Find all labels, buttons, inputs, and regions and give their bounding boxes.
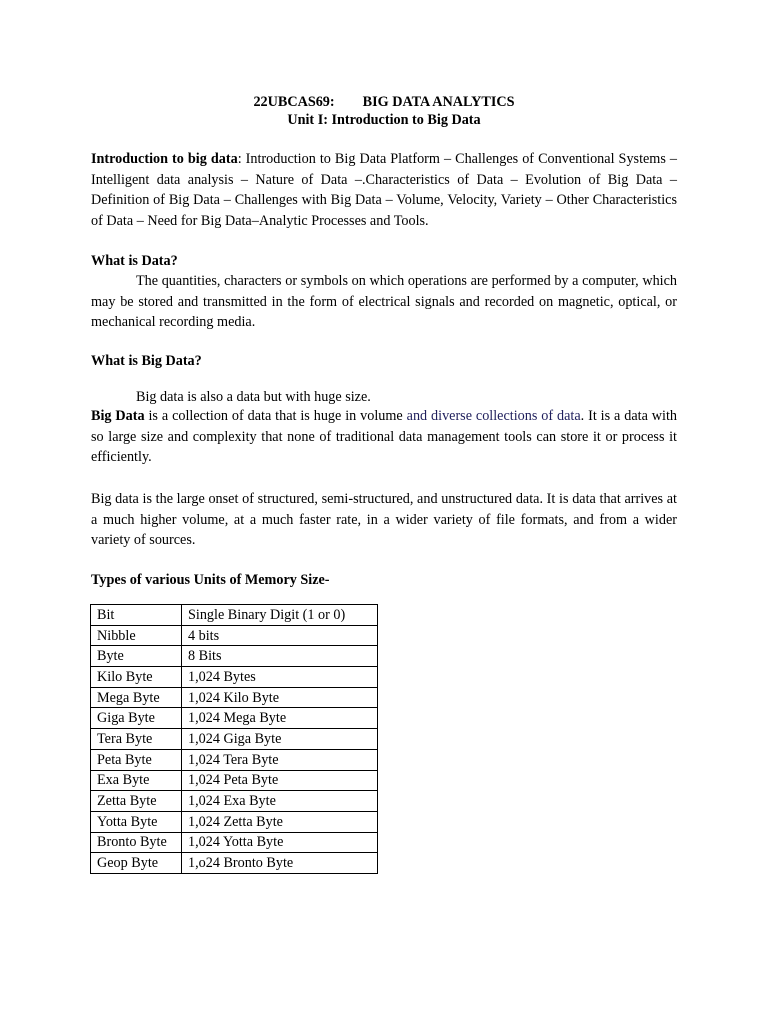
unit-size-cell: Single Binary Digit (1 or 0) <box>182 605 378 626</box>
table-row <box>91 708 378 729</box>
table-row <box>91 832 378 853</box>
big-data-line: Big data is also a data but with huge size. <box>136 389 371 405</box>
table-row <box>91 791 378 812</box>
big-data-definition <box>91 406 677 468</box>
unit-name-cell: Yotta Byte <box>91 811 182 832</box>
units-heading: Types of various Units of Memory Size- <box>91 572 330 588</box>
unit-size-cell: 1,024 Giga Byte <box>182 729 378 750</box>
unit-size-cell: 1,024 Zetta Byte <box>182 811 378 832</box>
what-is-big-data-heading: What is Big Data? <box>91 353 202 369</box>
unit-size-cell: 1,024 Yotta Byte <box>182 832 378 853</box>
unit-name-cell: Bronto Byte <box>91 832 182 853</box>
intro-body: : Introduction to Big Data Platform – Challenges of Conventional Systems – Intelligent data analysis – Nature of Data –.Characteristics of Data – Evolution of Big Data – Definition of Big Data – Challenges with Big Data – Volume, Velocity, Variety – Other Characteristics of Data – Need for Big Data–Analytic Processes and Tools. <box>91 151 677 229</box>
what-is-data-paragraph: The quantities, characters or symbols on which operations are performed by a computer, which may be stored and transmitted in the form of electrical signals and recorded on magnetic, optical, or mechanical recording media. <box>91 273 677 330</box>
unit-size-cell: 8 Bits <box>182 646 378 667</box>
unit-name-cell: Geop Byte <box>91 853 182 874</box>
unit-name-cell: Zetta Byte <box>91 791 182 812</box>
table-row <box>91 625 378 646</box>
what-is-data-heading: What is Data? <box>91 253 178 269</box>
table-row <box>91 687 378 708</box>
unit-name-cell: Byte <box>91 646 182 667</box>
unit-name-cell: Kilo Byte <box>91 667 182 688</box>
course-header <box>0 94 768 111</box>
memory-units-table-body <box>91 605 378 874</box>
unit-name-cell: Exa Byte <box>91 770 182 791</box>
table-row <box>91 811 378 832</box>
unit-name-cell: Peta Byte <box>91 749 182 770</box>
unit-name-cell: Giga Byte <box>91 708 182 729</box>
diverse-data-link[interactable]: and diverse collections of data <box>406 408 581 424</box>
unit-name-cell: Nibble <box>91 625 182 646</box>
unit-size-cell: 1,024 Kilo Byte <box>182 687 378 708</box>
big-data-term: Big Data <box>91 408 145 424</box>
unit-size-cell: 4 bits <box>182 625 378 646</box>
unit-size-cell: 1,024 Exa Byte <box>182 791 378 812</box>
unit-name-cell: Bit <box>91 605 182 626</box>
unit-size-cell: 1,024 Bytes <box>182 667 378 688</box>
table-row <box>91 770 378 791</box>
unit-size-cell: 1,024 Mega Byte <box>182 708 378 729</box>
course-title: BIG DATA ANALYTICS <box>362 94 515 110</box>
unit-size-cell: 1,o24 Bronto Byte <box>182 853 378 874</box>
unit-size-cell: 1,024 Tera Byte <box>182 749 378 770</box>
big-data-description: Big data is the large onset of structured, semi-structured, and unstructured data. It is data that arrives at a much higher volume, at a much faster rate, in a wider variety of file formats, and from a wider variety of sources. <box>91 491 677 548</box>
memory-units-table <box>90 604 378 874</box>
unit-name-cell: Mega Byte <box>91 687 182 708</box>
definition-text-1: is a collection of data that is huge in volume <box>144 408 407 424</box>
table-row <box>91 853 378 874</box>
table-row <box>91 729 378 750</box>
definition-text-2: . It is a data with so large size and complexity that none of traditional data management tools can store it or process it efficiently. <box>91 408 678 465</box>
unit-size-cell: 1,024 Peta Byte <box>182 770 378 791</box>
intro-paragraph <box>91 149 677 231</box>
table-row <box>91 667 378 688</box>
intro-lead: Introduction to big data <box>91 151 238 167</box>
unit-name-cell: Tera Byte <box>91 729 182 750</box>
course-code: 22UBCAS69: <box>253 94 335 110</box>
table-row <box>91 749 378 770</box>
table-row <box>91 646 378 667</box>
table-row <box>91 605 378 626</box>
unit-title: Unit I: Introduction to Big Data <box>287 112 481 128</box>
